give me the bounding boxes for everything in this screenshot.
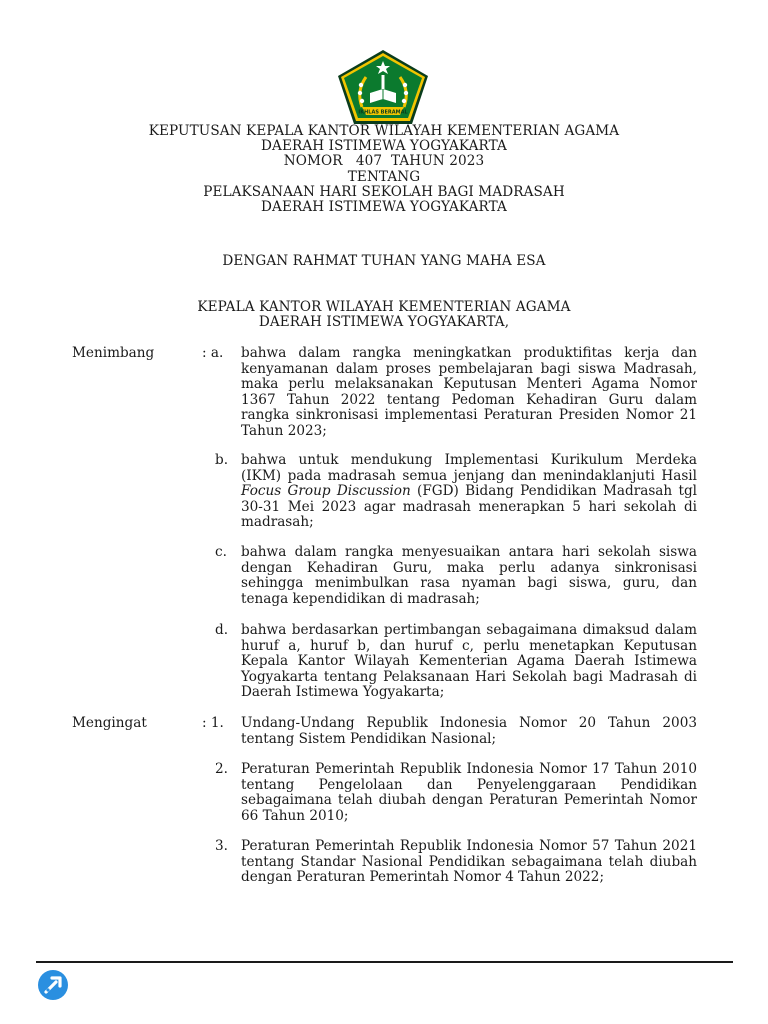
mengingat-marker-2: 2. [215, 761, 228, 777]
mengingat-item-2: Peraturan Pemerintah Republik Indonesia Nomor 17 Tahun 2010 tentang Pengelolaan dan Penyelenggaraan Pendidikan sebagaimana telah diubah dengan Peraturan Pemerintah Nomor 66 Tahun 2010; [241, 761, 697, 824]
mengingat-marker-1: : 1. [202, 715, 224, 731]
menimbang-item-a: bahwa dalam rangka meningkatkan produktifitas kerja dan kenyamanan dalam proses pembelajaran bagi siswa Madrasah, maka perlu melaksanakan Keputusan Menteri Agama Nomor 1367 Tahun 2022 tentang Pedoman Kehadiran Guru dalam rangka sinkronisasi implementasi Peraturan Presiden Nomor 21 Tahun 2023; [241, 345, 697, 439]
menimbang-label: Menimbang [72, 345, 155, 361]
menimbang-marker-d: d. [215, 622, 229, 638]
footer-divider [36, 961, 733, 963]
header-region-line: DAERAH ISTIMEWA YOGYAKARTA [261, 138, 507, 155]
svg-text:IKHLAS BERAMAL: IKHLAS BERAMAL [358, 109, 408, 116]
kementerian-agama-emblem-icon [336, 49, 430, 125]
menimbang-item-b [241, 453, 697, 531]
menimbang-item-b-text-2: (FGD) Bidang Pendidikan Madrasah tgl 30-31 Mei 2023 agar madrasah menerapkan 5 hari sekolah di madrasah; [241, 483, 697, 530]
mengingat-marker-3: 3. [215, 838, 228, 854]
invocation [0, 254, 768, 269]
menimbang-marker-b: b. [215, 452, 229, 468]
menimbang-item-d: bahwa berdasarkan pertimbangan sebagaimana dimaksud dalam huruf a, huruf b, dan huruf c, perlu menetapkan Keputusan Kepala Kantor Wilayah Kementerian Agama Daerah Istimewa Yogyakarta tentang Pelaksanaan Hari Sekolah bagi Madrasah di Daerah Istimewa Yogyakarta; [241, 622, 697, 700]
document-header [0, 124, 768, 215]
header-tentang-line: TENTANG [347, 168, 421, 185]
menimbang-item-b-italic: Focus Group Discussion [241, 483, 411, 499]
menimbang-item-b-text-1: bahwa untuk mendukung Implementasi Kurikulum Merdeka (IKM) pada madrasah semua jenjang dan menindaklanjuti Hasil [241, 452, 697, 484]
header-title-line: KEPUTUSAN KEPALA KANTOR WILAYAH KEMENTERIAN AGAMA [148, 123, 620, 139]
official-title [0, 300, 768, 330]
header-subject-region-line: DAERAH ISTIMEWA YOGYAKARTA [261, 199, 507, 216]
menimbang-marker-c: c. [215, 544, 227, 560]
document-viewer-logo-icon[interactable] [37, 969, 69, 1001]
mengingat-item-3: Peraturan Pemerintah Republik Indonesia Nomor 57 Tahun 2021 tentang Standar Nasional Pendidikan sebagaimana telah diubah dengan Peraturan Pemerintah Nomor 4 Tahun 2022; [241, 838, 697, 885]
header-number-line: NOMOR 407 TAHUN 2023 [283, 153, 485, 170]
menimbang-item-c: bahwa dalam rangka menyesuaikan antara hari sekolah siswa dengan Kehadiran Guru, maka perlu adanya sinkronisasi sehingga menimbulkan rasa nyaman bagi siswa, guru, dan tenaga kependidikan di madrasah; [241, 544, 697, 607]
header-subject-line: PELAKSANAAN HARI SEKOLAH BAGI MADRASAH [203, 183, 565, 200]
invocation-text: DENGAN RAHMAT TUHAN YANG MAHA ESA [222, 253, 546, 269]
menimbang-marker-a: : a. [202, 345, 224, 361]
official-region-line: DAERAH ISTIMEWA YOGYAKARTA, [258, 314, 510, 331]
mengingat-item-1: Undang-Undang Republik Indonesia Nomor 20 Tahun 2003 tentang Sistem Pendidikan Nasional; [241, 715, 697, 747]
official-title-line: KEPALA KANTOR WILAYAH KEMENTERIAN AGAMA [197, 299, 571, 315]
mengingat-label: Mengingat [72, 715, 147, 731]
